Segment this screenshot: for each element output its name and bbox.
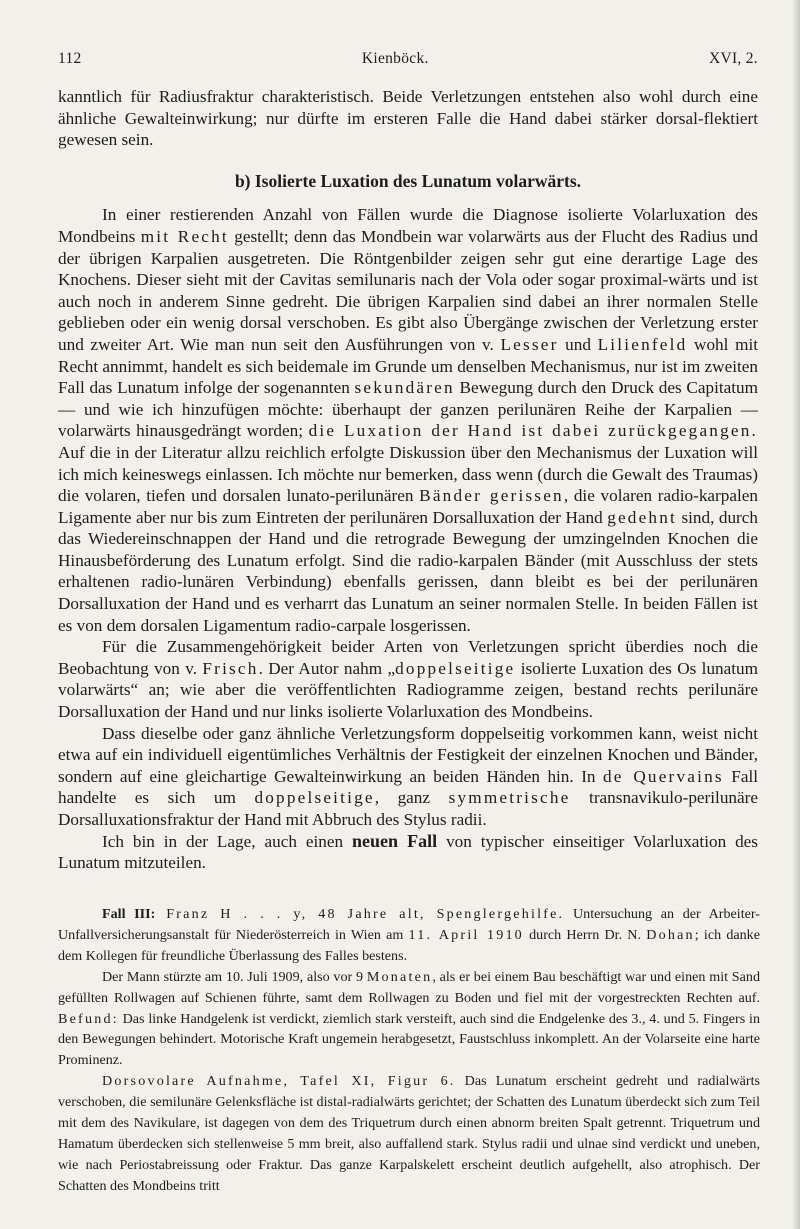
text-run: transnavikulo-perilunäre Dorsalluxationsfraktur der Hand mit Abbruch des Stylus radii. [58,788,758,829]
intro-paragraph: kanntlich für Radiusfraktur charakteristisch. Beide Verletzungen entstehen also wohl durch eine ähnliche Gewalteinwirkung; nur dürfte im ersteren Falle die Hand dabei stärker dorsal-flektiert gewesen sein. [58,87,758,150]
text-run: Für die Zusammengehörigkeit beider Arten von Verletzungen spricht überdies noch die Beobachtung von v. [58,637,758,678]
paragraph-bilateral [58,723,758,831]
findings-label: Befund: [58,1010,119,1027]
text-run: ; ich danke dem Kollegen für freundliche Überlassung des Falles bestens. [58,926,760,964]
text-run: Das Lunatum erscheint gedreht und radialwärts verschoben, die semilunäre Gelenksfläche ist distal-radialwärts gerichtet; der Schatten des Lunatum überdeckt sich zum Teil mit dem des Navikulare, ist dagegen von dem des Triquetrum durch einen abnorm breiten Spalt getrennt. Triquetrum und Hamatum überdecken sich stellenweise 5 mm breit, also auffallend stark. Stylus radii und ulnae sind verdickt und uneben, wie nach Periostabreissung oder Fraktur. Das ganze Karpalskelett erscheint deutlich aufgehellt, also atrophisch. Der Schatten des Mondbeins tritt [58,1073,761,1194]
running-header [58,50,758,68]
running-head-author: Kienböck. [361,50,429,67]
main-text [58,86,758,874]
figure-reference: Dorsovolare Aufnahme, Tafel XI, Figur 6. [102,1073,456,1090]
text-run: . Der Autor nahm „ [258,658,396,678]
text-run: wohl mit Recht annimmt, handelt es sich beidemale im Grunde um denselben Mechanismus, nur ist im zweiten Fall das Lunatum infolge der sogenannten [58,334,758,398]
text-run: , als er bei einem Bau beschäftigt war und einen mit Sand gefüllten Rollwagen auf Schienen führte, samt dem Rollwagen zu Boden und fiel mit der vorgestreckten Rechten auf. [58,968,760,1006]
spaced-emphasis: doppelseitige [395,658,516,678]
text-run: Ich bin in der Lage, auch einen [102,831,353,851]
text-run: In einer restierenden Anzahl von Fällen wurde die Diagnose isolierte Volarluxation des Mondbeins [58,205,758,246]
spaced-emphasis: sekundären [354,378,455,398]
text-run: isolierte Luxation des Os lunatum volarwärts“ an; wie aber die veröffentlichten Radiogramme zeigen, bestand rechts perilunäre Dorsalluxation der Hand und nur links isolierte Volarluxation des Mondbeins. [58,658,759,722]
text-run: von typischer einseitiger Volarluxation des Lunatum mitzuteilen. [58,831,758,873]
text-run: durch Herrn Dr. N. [523,926,647,943]
author-name: Lilienfeld [597,334,688,354]
text-run: gestellt; denn das Mondbein war volarwärts aus der Flucht des Radius und der übrigen Karpalien ausgetreten. Die Röntgenbilder zeigen sehr gut eine derartige Lage des Knochens. Dieser sieht mit der Cavitas semilunaris nach der Vola oder sogar proximal-wärts und ist auch noch in anderem Sinne gedreht. Die übrigen Karpalien sind dabei an ihrer normalen Stelle geblieben oder ein wenig dorsal verschoben. Es gibt also Übergänge zwischen der Verletzung erster und zweiter Art. Wie man nun seit den Ausführungen von v. [58,226,759,354]
spaced-emphasis: Monaten [366,968,433,985]
page-number: 112 [58,50,82,67]
author-name: de Quervains [603,766,724,786]
text-run: Der Mann stürzte am 10. Juli 1909, also vor 9 [102,968,367,985]
spaced-emphasis: doppelseitige [254,788,375,808]
paragraph-mechanism [58,204,758,636]
case-history [58,967,760,1072]
spaced-emphasis: mit Recht [140,226,229,246]
author-name: Dohan [646,926,695,943]
spaced-emphasis: die Luxation der Hand ist dabei zurückgegangen. [308,421,758,441]
text-run: Dass dieselbe oder ganz ähnliche Verletzungsform doppelseitig vorkommen kann, weist nicht etwa auf ein individuell eigentümliches Verhältnis der Festigkeit der einzelnen Knochen und Bänder, sondern auf eine gleichartige Gewalteinwirkung an beiden Händen hin. In [58,723,758,786]
bold-emphasis: neuen Fall [352,830,438,851]
text-run: sind, durch das Wiedereinschnappen der Hand und die retrograde Bewegung der umzingelnden Knochen die Hinausbeförderung des Lunatum erfolgt. Sind die radio-karpalen Bänder (mit Ausschluss der stets erhaltenen radio-lunären Verbindung) ebenfalls gerissen, dann bleibt es bei der perilunären Dorsalluxation der Hand und es verharrt das Lunatum an seiner normalen Stelle. In beiden Fällen ist es von dem dorsalen Ligamentum radio-carpale losgerissen. [58,507,758,635]
case-report [58,904,760,1197]
case-intro [58,904,760,967]
spaced-emphasis: gedehnt [607,507,677,527]
volume-number: XVI, 2. [708,50,758,67]
author-name: Frisch [202,658,259,678]
text-run: Das linke Handgelenk ist verdickt, ziemlich stark versteift, auch sind die Endgelenke des 3., 4. und 5. Fingers in den Bewegungen behindert. Motorische Kraft ungemein herabgesetzt, Faustschluss inkomplett. An der Volarseite eine harte Prominenz. [58,1010,760,1069]
text-run: und [558,334,598,354]
case-label: Fall III: [102,906,156,922]
text-run: Untersuchung an der Arbeiter-Unfallversicherungsanstalt für Niederösterreich in Wien am [58,906,760,943]
paragraph-frisch [58,636,758,722]
author-name: Lesser [500,334,559,354]
text-run: Fall handelte es sich um [58,766,758,808]
page-edge-shadow [792,0,800,1229]
spaced-emphasis: Bänder gerissen [419,486,564,506]
text-run: , ganz [374,788,449,808]
spaced-date: 11. April 1910 [408,926,524,943]
text-run: , die volaren radio-karpalen Ligamente aber nur bis zum Eintreten der perilunären Dorsalluxation der Hand [58,486,758,527]
patient-description: Franz H . . . y, 48 Jahre alt, Spenglergehilfe. [155,906,565,922]
spaced-emphasis: symmetrische [448,788,571,808]
case-radiograph [58,1071,760,1196]
text-run: Auf die in der Literatur allzu reichlich erfolgte Diskussion über den Mechanismus der Luxation will ich mich keineswegs einlassen. Ich möchte nur bemerken, dass wenn (durch die Gewalt des Traumas) die volaren, tiefen und dorsalen lunato-perilunären [58,442,758,506]
section-heading: b) Isolierte Luxation des Lunatum volarwärts. [234,170,582,191]
paragraph-new-case [58,831,758,874]
text-run: Bewegung durch den Druck des Capitatum — und wie ich hinzufügen möchte: überhaupt der ganzen perilunären Reihe der Karpalien — volarwärts hinausgedrängt worden; [58,378,758,441]
